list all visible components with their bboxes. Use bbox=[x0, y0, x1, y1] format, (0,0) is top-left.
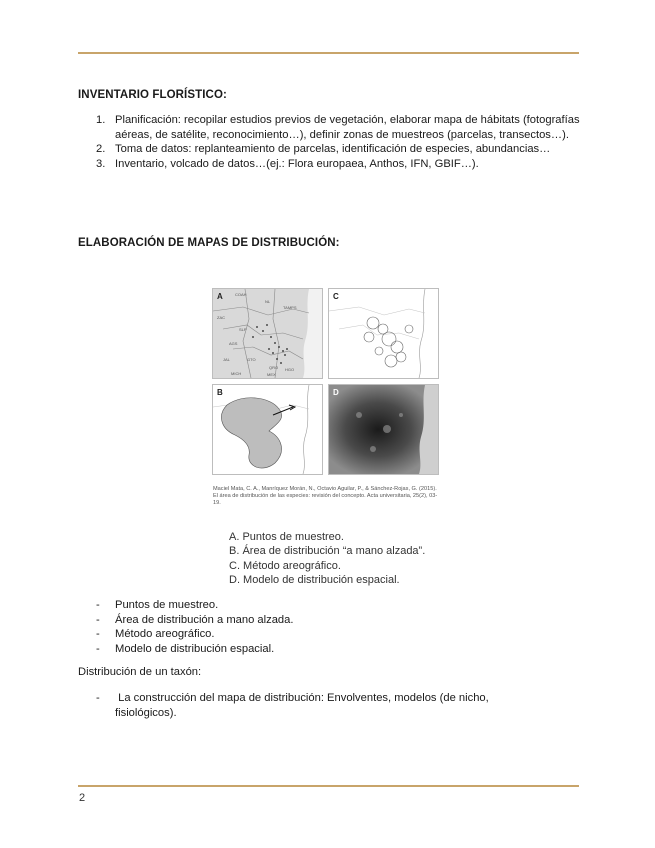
map-label: MICH bbox=[231, 371, 242, 376]
list-number: 3. bbox=[96, 157, 106, 170]
figure-citation: Maciel Mata, C. A., Manríquez Morán, N., Octavio Aguilar, P., & Sánchez-Rojas, G. (2015). El área de distribución de las especies: revisión del concepto. Acta universitaria, 25(2), 03-19. bbox=[213, 486, 438, 506]
map-label: HGO bbox=[285, 367, 295, 372]
map-d-graphic bbox=[329, 385, 438, 474]
map-label: JAL bbox=[223, 357, 230, 362]
page-number: 2 bbox=[79, 792, 86, 804]
distribution-maps-figure bbox=[205, 284, 445, 588]
map-panels-grid bbox=[212, 288, 439, 476]
map-c-graphic bbox=[329, 289, 438, 378]
figure-legend bbox=[229, 530, 425, 588]
map-label: GTO bbox=[247, 357, 256, 362]
bullet-text: Modelo de distribución espacial. bbox=[115, 642, 275, 655]
bullet-marker: - bbox=[96, 628, 100, 641]
map-label: MEX bbox=[267, 372, 276, 377]
map-label: ZAC bbox=[217, 315, 225, 320]
map-label: AGS bbox=[229, 341, 238, 346]
numbered-list bbox=[96, 113, 586, 171]
map-panel-b bbox=[212, 384, 323, 475]
panel-letter: C bbox=[333, 292, 339, 301]
legend-item: A. Puntos de muestreo. bbox=[229, 531, 344, 543]
taxon-paragraph: Distribución de un taxón: bbox=[78, 666, 202, 678]
bullet-marker: - bbox=[96, 642, 100, 655]
map-label: SLP bbox=[239, 327, 247, 332]
list-item bbox=[96, 642, 576, 657]
taxon-bullet-list bbox=[96, 691, 546, 720]
bullet-text: Puntos de muestreo. bbox=[115, 599, 219, 611]
map-label: QRO bbox=[269, 365, 279, 370]
list-text: Planificación: recopilar estudios previos de vegetación, elaborar mapa de hábitats (fotografías aéreas, de satélite, reconocimiento…), definir zonas de muestreos (parcelas, transectos…). bbox=[115, 114, 580, 141]
list-text: Toma de datos: replanteamiento de parcelas, identificación de especies, abundancias… bbox=[115, 143, 551, 156]
map-panel-c bbox=[328, 288, 439, 379]
panel-letter: A bbox=[217, 292, 223, 301]
legend-item: D. Modelo de distribución espacial. bbox=[229, 574, 400, 587]
map-panel-a bbox=[212, 288, 323, 379]
map-label: NL bbox=[265, 299, 271, 304]
map-label: TAMPS bbox=[283, 305, 297, 310]
list-item bbox=[96, 598, 576, 613]
section-heading-inventario: INVENTARIO FLORÍSTICO: bbox=[78, 89, 227, 101]
bullet-marker: - bbox=[96, 692, 100, 704]
panel-letter: B bbox=[217, 388, 223, 397]
legend-item: B. Área de distribución “a mano alzada”. bbox=[229, 545, 426, 558]
bullet-marker: - bbox=[96, 599, 100, 611]
method-bullet-list bbox=[96, 598, 576, 656]
bullet-text: La construcción del mapa de distribución: Envolventes, modelos (de nicho, fisiológicos). bbox=[115, 692, 492, 719]
bullet-text: Área de distribución a mano alzada. bbox=[115, 613, 294, 626]
map-a-graphic bbox=[213, 289, 322, 378]
bullet-text: Método areográfico. bbox=[115, 628, 215, 641]
list-item bbox=[96, 613, 576, 628]
panel-letter: D bbox=[333, 388, 339, 397]
map-label: COAH bbox=[235, 292, 247, 297]
list-text: Inventario, volcado de datos…(ej.: Flora europaea, Anthos, IFN, GBIF…). bbox=[115, 157, 479, 170]
list-item bbox=[96, 691, 546, 720]
list-item bbox=[96, 627, 576, 642]
list-item bbox=[96, 157, 586, 172]
bullet-marker: - bbox=[96, 613, 100, 626]
map-panel-d bbox=[328, 384, 439, 475]
list-number: 1. bbox=[96, 114, 106, 126]
footer-rule bbox=[78, 785, 579, 787]
list-number: 2. bbox=[96, 143, 106, 156]
header-rule bbox=[78, 52, 579, 54]
list-item bbox=[96, 142, 586, 157]
list-item bbox=[96, 113, 586, 142]
legend-item: C. Método areográfico. bbox=[229, 559, 341, 572]
section-heading-mapas: ELABORACIÓN DE MAPAS DE DISTRIBUCIÓN: bbox=[78, 237, 340, 249]
map-b-graphic bbox=[213, 385, 322, 474]
